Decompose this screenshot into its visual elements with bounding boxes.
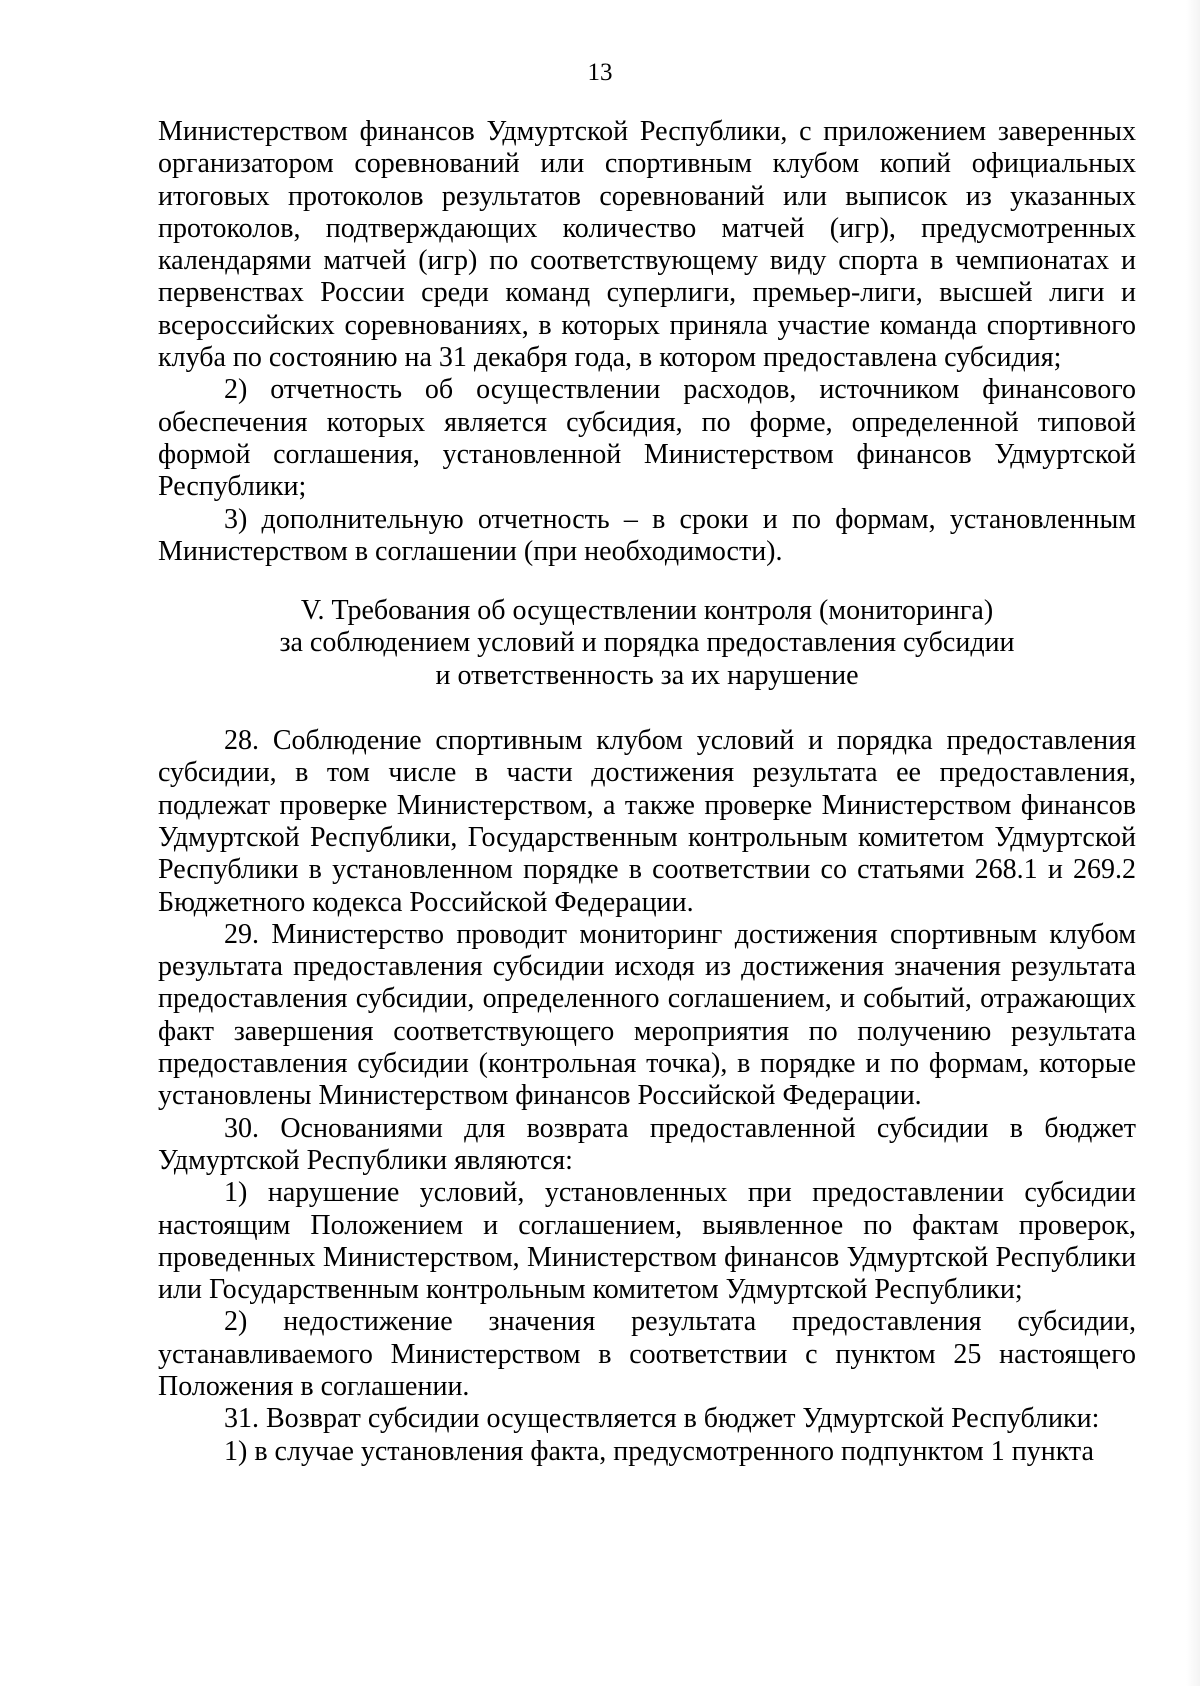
paragraph-31: 31. Возврат субсидии осуществляется в бюджет Удмуртской Республики: (224, 1403, 1100, 1435)
paragraph-continuation: Министерством финансов Удмуртской Республики, с приложением заверенных организатором соревнований или спортивным клубом копий официальных итоговых протоколов результатов соревнований или выписок из указанных протоколов, подтверждающих количество матчей (игр), предусмотренных календарями матчей (игр) по соответствующему виду спорта в чемпионатах и первенствах России среди команд суперлиги, премьер-лиги, высшей лиги и всероссийских соревнованиях, в которых приняла участие команда спортивного клуба по состоянию на 31 декабря года, в котором предоставлена субсидия; (158, 116, 1136, 374)
page-number: 13 (587, 59, 613, 86)
section-heading (158, 595, 1136, 692)
section-heading-line: за соблюдением условий и порядка предоставления субсидии (279, 627, 1015, 659)
paragraph-30: 30. Основаниями для возврата предоставленной субсидии в бюджет Удмуртской Республики являются: (158, 1112, 1136, 1176)
paragraph-29: 29. Министерство проводит мониторинг достижения спортивным клубом результата предоставления субсидии исходя из достижения значения результата предоставления субсидии, определенного соглашением, и событий, отражающих факт завершения соответствующего мероприятия по получению результата предоставления субсидии (контрольная точка), в порядке и по формам, которые установлены Министерством финансов Российской Федерации. (158, 918, 1136, 1112)
paragraph-28: 28. Соблюдение спортивным клубом условий и порядка предоставления субсидии, в том числе в части достижения результата ее предоставления, подлежат проверке Министерством, а также проверке Министерством финансов Удмуртской Республики, Государственным контрольным комитетом Удмуртской Республики в установленном порядке в соответствии со статьями 268.1 и 269.2 Бюджетного кодекса Российской Федерации. (158, 725, 1136, 918)
paragraph-30-item-1: 1) нарушение условий, установленных при предоставлении субсидии настоящим Положением и соглашением, выявленное по фактам проверок, проведенных Министерством, Министерством финансов Удмуртской Республики или Государственным контрольным комитетом Удмуртской Республики; (158, 1177, 1136, 1306)
scan-edge-shadow (1186, 0, 1200, 1686)
document-body (158, 116, 1136, 1468)
section-heading-line: V. Требования об осуществлении контроля (мониторинга) (300, 595, 994, 627)
paragraph-item-2-reporting: 2) отчетность об осуществлении расходов, источником финансового обеспечения которых является субсидия, по форме, определенной типовой формой соглашения, установленной Министерством финансов Удмуртской Республики; (158, 374, 1136, 503)
section-heading-line: и ответственность за их нарушение (435, 659, 859, 691)
paragraph-item-3-additional-reporting: 3) дополнительную отчетность – в сроки и по формам, установленным Министерством в соглашении (при необходимости). (158, 503, 1136, 567)
paragraph-31-item-1: 1) в случае установления факта, предусмотренного подпунктом 1 пункта (224, 1435, 1094, 1467)
paragraph-30-item-2: 2) недостижение значения результата предоставления субсидии, устанавливаемого Министерством в соответствии с пунктом 25 настоящего Положения в соглашении. (158, 1306, 1136, 1402)
